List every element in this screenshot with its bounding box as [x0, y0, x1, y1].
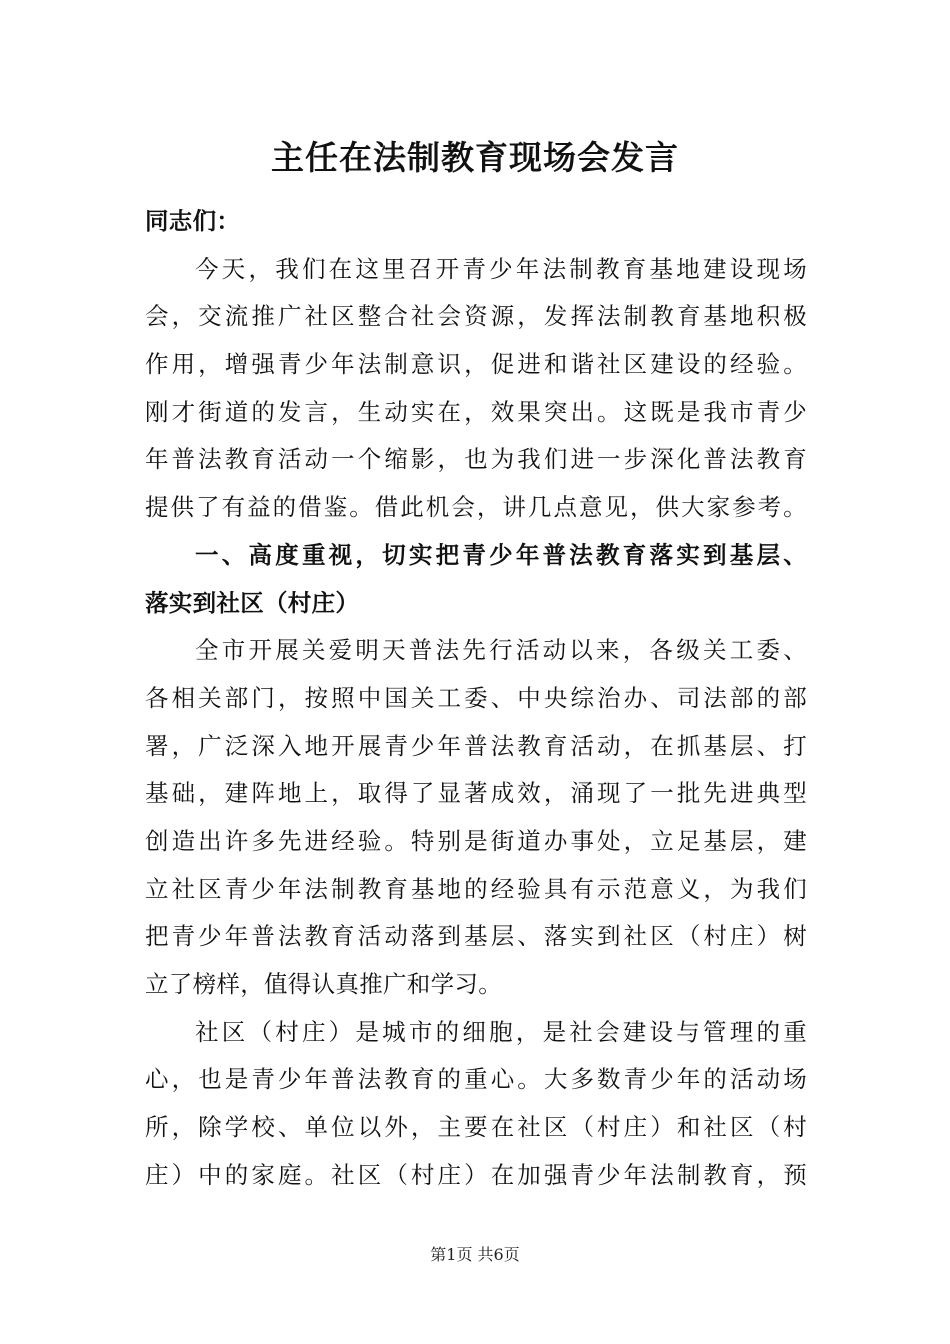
document-body	[145, 198, 807, 1199]
paragraph-line: 提供了有益的借鉴。借此机会，讲几点意见，供大家参考。	[145, 493, 807, 522]
document-title: 主任在法制教育现场会发言	[271, 138, 679, 177]
paragraph-line: 社区（村庄）是城市的细胞，是社会建设与管理的重	[195, 1017, 807, 1046]
paragraph-line: 作用，增强青少年法制意识，促进和谐社区建设的经验。	[145, 350, 807, 379]
paragraph-line: 基础，建阵地上，取得了显著成效，涌现了一批先进典型	[145, 779, 807, 808]
paragraph-line: 各相关部门，按照中国关工委、中央综治办、司法部的部	[145, 683, 807, 712]
paragraph-line: 庄）中的家庭。社区（村庄）在加强青少年法制教育，预	[145, 1160, 807, 1189]
paragraph-line: 把青少年普法教育活动落到基层、落实到社区（村庄）树	[145, 922, 807, 951]
paragraph-line: 立了榜样，值得认真推广和学习。	[145, 970, 502, 998]
section-heading: 一、高度重视，切实把青少年普法教育落实到基层、	[195, 540, 807, 569]
page-number-footer: 第1页 共6页	[430, 1245, 520, 1264]
paragraph-line: 立社区青少年法制教育基地的经验具有示范意义，为我们	[145, 874, 807, 903]
paragraph-line: 署，广泛深入地开展青少年普法教育活动，在抓基层、打	[145, 731, 807, 760]
paragraph-line: 全市开展关爱明天普法先行活动以来，各级关工委、	[195, 636, 807, 665]
paragraph-line: 创造出许多先进经验。特别是街道办事处，立足基层，建	[145, 826, 807, 855]
paragraph-line: 今天，我们在这里召开青少年法制教育基地建设现场	[195, 254, 807, 283]
paragraph-line: 会，交流推广社区整合社会资源，发挥法制教育基地积极	[145, 302, 807, 331]
paragraph-line: 年普法教育活动一个缩影，也为我们进一步深化普法教育	[145, 445, 807, 474]
salutation: 同志们：	[145, 207, 241, 235]
section-heading: 落实到社区（村庄）	[145, 588, 360, 617]
paragraph-line: 心，也是青少年普法教育的重心。大多数青少年的活动场	[145, 1065, 807, 1094]
paragraph-line: 刚才街道的发言，生动实在，效果突出。这既是我市青少	[145, 397, 807, 426]
paragraph-line: 所，除学校、单位以外，主要在社区（村庄）和社区（村	[145, 1113, 807, 1142]
